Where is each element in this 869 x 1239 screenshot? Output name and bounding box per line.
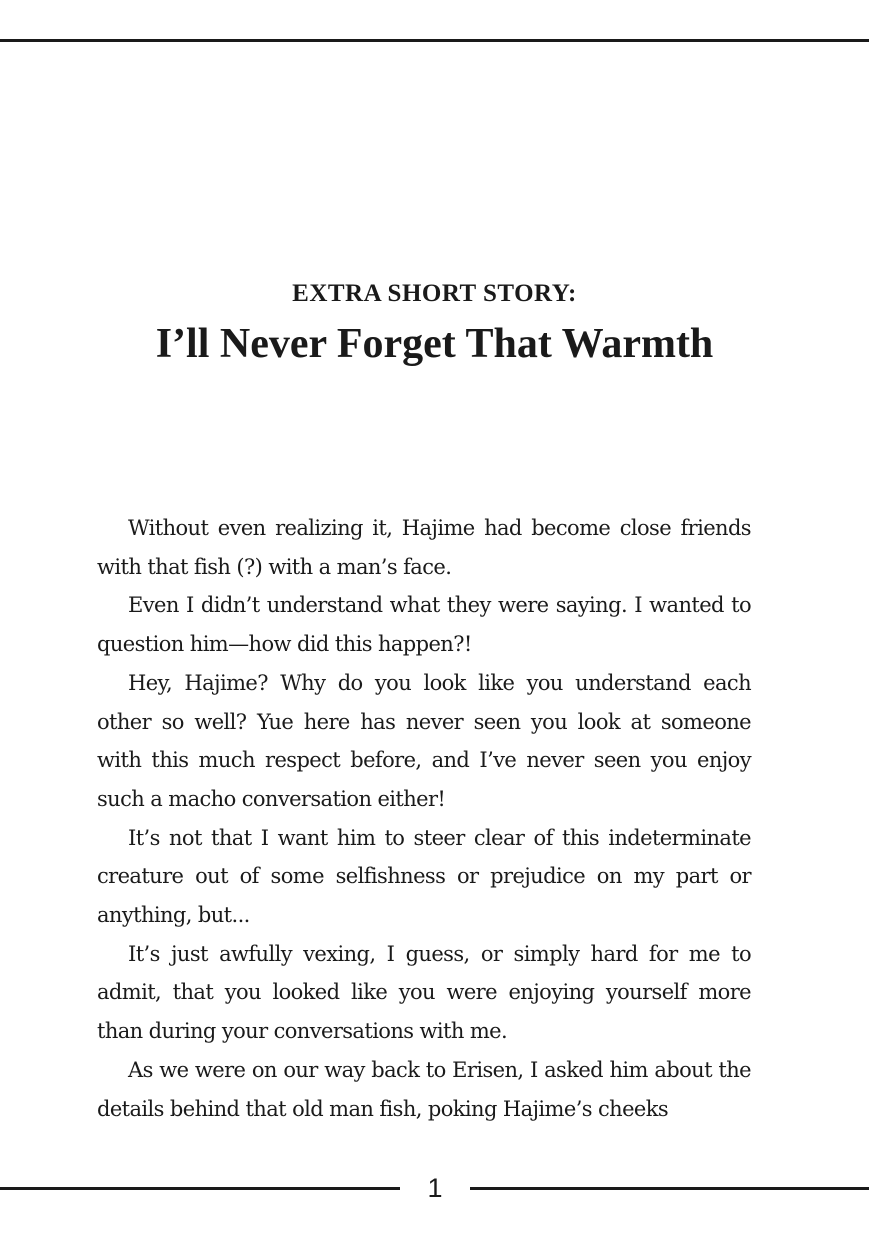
chapter-title: I’ll Never Forget That Warmth [155,321,714,367]
header-rule [0,39,869,42]
footer-rule-right [470,1187,869,1190]
paragraph: As we were on our way back to Erisen, I asked him about the details behind that old man fish, poking Hajime’s cheeks [97,1057,751,1121]
paragraph: It’s not that I want him to steer clear of this indeterminate creature out of some selfishness or prejudice on my part or anything, but... [97,825,751,928]
paragraph: It’s just awfully vexing, I guess, or simply hard for me to admit, that you looked like you were enjoying yourself more than during your conversations with me. [97,941,751,1044]
chapter-heading [0,278,869,370]
page-footer [0,1170,869,1206]
chapter-kicker: EXTRA SHORT STORY: [292,280,577,307]
story-body [97,509,751,1128]
paragraph: Without even realizing it, Hajime had become close friends with that fish (?) with a man’s face. [97,516,751,579]
paragraph: Hey, Hajime? Why do you look like you understand each other so well? Yue here has never seen you look at someone with this much respect before, and I’ve never seen you enjoy such a macho conversation either! [97,670,751,811]
page-number: 1 [427,1173,443,1203]
footer-rule-left [0,1187,400,1190]
paragraph: Even I didn’t understand what they were saying. I wanted to question him—how did this happen?! [97,593,751,657]
